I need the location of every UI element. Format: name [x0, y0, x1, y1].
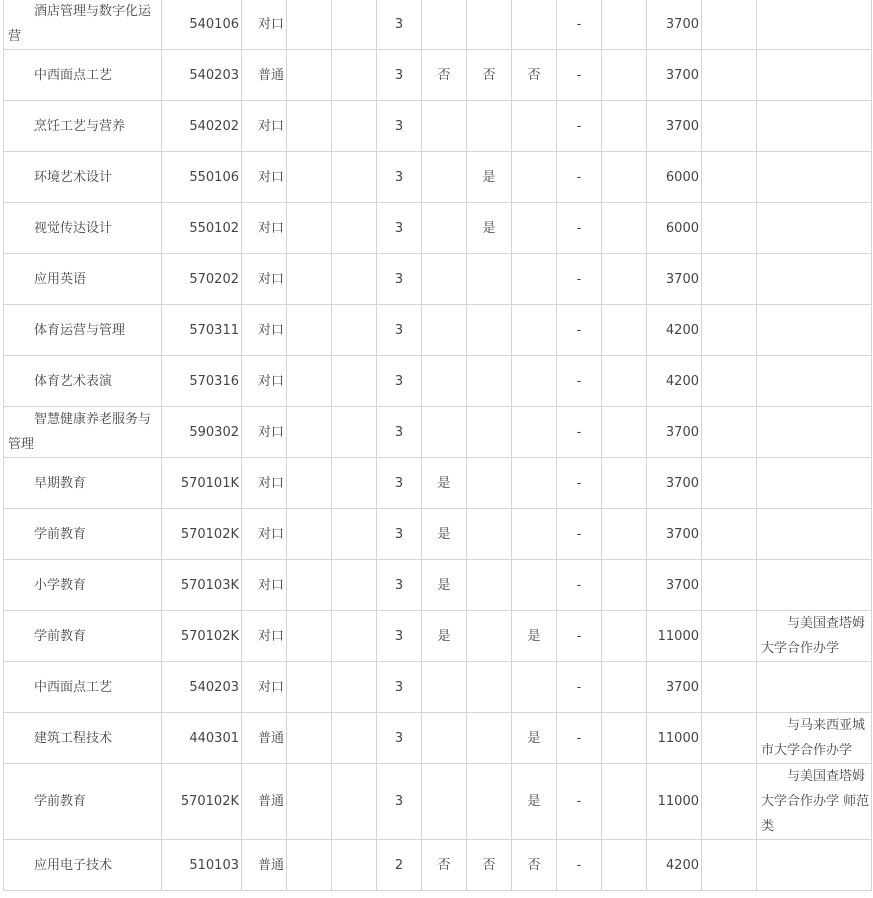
major-code-cell: 570102K: [162, 764, 242, 840]
table-row: [4, 840, 872, 891]
col8-cell: [467, 611, 512, 662]
remark-cell: 与马来西亚城市大学合作办学: [757, 713, 872, 764]
years-cell: 3: [377, 152, 422, 203]
enrollment-type-cell: 对口: [242, 662, 287, 713]
years-cell: 3: [377, 203, 422, 254]
major-code-cell: 540106: [162, 0, 242, 50]
col7-cell: [422, 662, 467, 713]
col4-cell: [287, 203, 332, 254]
tuition-cell: 3700: [647, 254, 702, 305]
col4-cell: [287, 713, 332, 764]
major-name-cell: 中西面点工艺: [4, 50, 162, 101]
col8-cell: [467, 560, 512, 611]
years-cell: 3: [377, 0, 422, 50]
col7-cell: [422, 356, 467, 407]
dash-cell: -: [557, 305, 602, 356]
table-row: [4, 458, 872, 509]
col9-cell: 否: [512, 50, 557, 101]
col5-cell: [332, 458, 377, 509]
major-code-cell: 550102: [162, 203, 242, 254]
remark-cell: [757, 458, 872, 509]
col11-cell: [602, 0, 647, 50]
col4-cell: [287, 840, 332, 891]
table-row: [4, 407, 872, 458]
col11-cell: [602, 50, 647, 101]
col8-cell: 是: [467, 203, 512, 254]
dash-cell: -: [557, 407, 602, 458]
col13-cell: [702, 356, 757, 407]
col13-cell: [702, 0, 757, 50]
enrollment-type-cell: 对口: [242, 611, 287, 662]
dash-cell: -: [557, 203, 602, 254]
major-code-cell: 590302: [162, 407, 242, 458]
tuition-cell: 6000: [647, 152, 702, 203]
major-code-cell: 540203: [162, 662, 242, 713]
major-name-cell: 学前教育: [4, 764, 162, 840]
years-cell: 3: [377, 458, 422, 509]
col13-cell: [702, 305, 757, 356]
col5-cell: [332, 0, 377, 50]
col5-cell: [332, 50, 377, 101]
major-name-cell: 体育艺术表演: [4, 356, 162, 407]
col7-cell: [422, 0, 467, 50]
col4-cell: [287, 764, 332, 840]
tuition-cell: 3700: [647, 0, 702, 50]
col9-cell: 是: [512, 713, 557, 764]
col4-cell: [287, 50, 332, 101]
table-row: [4, 509, 872, 560]
dash-cell: -: [557, 254, 602, 305]
remark-cell: [757, 0, 872, 50]
col9-cell: 是: [512, 611, 557, 662]
dash-cell: -: [557, 101, 602, 152]
col13-cell: [702, 560, 757, 611]
remark-cell: 与美国查塔姆大学合作办学 师范类: [757, 764, 872, 840]
col5-cell: [332, 254, 377, 305]
major-name-cell: 应用电子技术: [4, 840, 162, 891]
enrollment-type-cell: 对口: [242, 305, 287, 356]
major-name-cell: 体育运营与管理: [4, 305, 162, 356]
tuition-cell: 3700: [647, 560, 702, 611]
dash-cell: -: [557, 152, 602, 203]
col7-cell: 否: [422, 840, 467, 891]
program-table-body: [4, 0, 872, 891]
tuition-cell: 3700: [647, 662, 702, 713]
col13-cell: [702, 662, 757, 713]
col4-cell: [287, 152, 332, 203]
col13-cell: [702, 101, 757, 152]
major-code-cell: 570102K: [162, 509, 242, 560]
major-code-cell: 570101K: [162, 458, 242, 509]
col8-cell: [467, 509, 512, 560]
col9-cell: [512, 560, 557, 611]
enrollment-type-cell: 对口: [242, 152, 287, 203]
col5-cell: [332, 611, 377, 662]
dash-cell: -: [557, 458, 602, 509]
years-cell: 3: [377, 305, 422, 356]
col13-cell: [702, 407, 757, 458]
enrollment-type-cell: 对口: [242, 203, 287, 254]
major-code-cell: 570311: [162, 305, 242, 356]
enrollment-type-cell: 普通: [242, 50, 287, 101]
col9-cell: [512, 407, 557, 458]
col11-cell: [602, 407, 647, 458]
remark-cell: [757, 840, 872, 891]
dash-cell: -: [557, 840, 602, 891]
col4-cell: [287, 0, 332, 50]
tuition-cell: 3700: [647, 509, 702, 560]
remark-cell: 与美国查塔姆大学合作办学: [757, 611, 872, 662]
col11-cell: [602, 840, 647, 891]
col7-cell: 否: [422, 50, 467, 101]
col9-cell: [512, 152, 557, 203]
col11-cell: [602, 305, 647, 356]
col4-cell: [287, 305, 332, 356]
tuition-cell: 11000: [647, 713, 702, 764]
major-name-cell: 环境艺术设计: [4, 152, 162, 203]
col9-cell: [512, 0, 557, 50]
col5-cell: [332, 840, 377, 891]
enrollment-type-cell: 对口: [242, 0, 287, 50]
col9-cell: [512, 509, 557, 560]
major-code-cell: 570103K: [162, 560, 242, 611]
dash-cell: -: [557, 509, 602, 560]
enrollment-type-cell: 普通: [242, 764, 287, 840]
table-row: [4, 560, 872, 611]
col9-cell: [512, 101, 557, 152]
years-cell: 2: [377, 840, 422, 891]
enrollment-type-cell: 对口: [242, 560, 287, 611]
col9-cell: [512, 203, 557, 254]
table-row: [4, 152, 872, 203]
major-name-cell: 早期教育: [4, 458, 162, 509]
col13-cell: [702, 509, 757, 560]
remark-cell: [757, 50, 872, 101]
col13-cell: [702, 713, 757, 764]
program-table: [3, 0, 872, 891]
col5-cell: [332, 713, 377, 764]
col7-cell: [422, 152, 467, 203]
col7-cell: [422, 203, 467, 254]
tuition-cell: 3700: [647, 50, 702, 101]
col7-cell: [422, 407, 467, 458]
col4-cell: [287, 560, 332, 611]
col9-cell: [512, 458, 557, 509]
table-row: [4, 611, 872, 662]
col8-cell: [467, 0, 512, 50]
col13-cell: [702, 611, 757, 662]
years-cell: 3: [377, 713, 422, 764]
table-row: [4, 203, 872, 254]
table-row: [4, 662, 872, 713]
col4-cell: [287, 458, 332, 509]
col8-cell: 否: [467, 50, 512, 101]
years-cell: 3: [377, 662, 422, 713]
dash-cell: -: [557, 611, 602, 662]
tuition-cell: 11000: [647, 764, 702, 840]
enrollment-type-cell: 对口: [242, 407, 287, 458]
col4-cell: [287, 254, 332, 305]
col8-cell: [467, 713, 512, 764]
col4-cell: [287, 509, 332, 560]
col5-cell: [332, 203, 377, 254]
col7-cell: 是: [422, 509, 467, 560]
col11-cell: [602, 662, 647, 713]
col13-cell: [702, 203, 757, 254]
major-code-cell: 440301: [162, 713, 242, 764]
col9-cell: [512, 254, 557, 305]
years-cell: 3: [377, 101, 422, 152]
col11-cell: [602, 509, 647, 560]
major-name-cell: 视觉传达设计: [4, 203, 162, 254]
remark-cell: [757, 305, 872, 356]
col5-cell: [332, 356, 377, 407]
enrollment-type-cell: 对口: [242, 254, 287, 305]
table-row: [4, 764, 872, 840]
major-code-cell: 550106: [162, 152, 242, 203]
tuition-cell: 6000: [647, 203, 702, 254]
remark-cell: [757, 560, 872, 611]
major-code-cell: 570316: [162, 356, 242, 407]
col11-cell: [602, 764, 647, 840]
col5-cell: [332, 764, 377, 840]
years-cell: 3: [377, 560, 422, 611]
tuition-cell: 11000: [647, 611, 702, 662]
col4-cell: [287, 101, 332, 152]
major-name-cell: 应用英语: [4, 254, 162, 305]
col8-cell: [467, 764, 512, 840]
col4-cell: [287, 611, 332, 662]
col11-cell: [602, 101, 647, 152]
dash-cell: -: [557, 0, 602, 50]
dash-cell: -: [557, 356, 602, 407]
tuition-cell: 4200: [647, 356, 702, 407]
enrollment-type-cell: 对口: [242, 101, 287, 152]
col5-cell: [332, 152, 377, 203]
col5-cell: [332, 407, 377, 458]
years-cell: 3: [377, 407, 422, 458]
remark-cell: [757, 254, 872, 305]
enrollment-type-cell: 对口: [242, 509, 287, 560]
major-code-cell: 540202: [162, 101, 242, 152]
col8-cell: 是: [467, 152, 512, 203]
table-row: [4, 50, 872, 101]
col4-cell: [287, 356, 332, 407]
enrollment-type-cell: 普通: [242, 840, 287, 891]
dash-cell: -: [557, 50, 602, 101]
col5-cell: [332, 305, 377, 356]
years-cell: 3: [377, 764, 422, 840]
major-name-cell: 建筑工程技术: [4, 713, 162, 764]
col11-cell: [602, 611, 647, 662]
remark-cell: [757, 101, 872, 152]
major-name-cell: 中西面点工艺: [4, 662, 162, 713]
major-name-cell: 智慧健康养老服务与管理: [4, 407, 162, 458]
major-name-cell: 学前教育: [4, 509, 162, 560]
col7-cell: [422, 713, 467, 764]
years-cell: 3: [377, 50, 422, 101]
col7-cell: 是: [422, 458, 467, 509]
major-code-cell: 570202: [162, 254, 242, 305]
col11-cell: [602, 713, 647, 764]
col13-cell: [702, 152, 757, 203]
col8-cell: [467, 305, 512, 356]
major-code-cell: 540203: [162, 50, 242, 101]
major-code-cell: 510103: [162, 840, 242, 891]
col8-cell: 否: [467, 840, 512, 891]
major-name-cell: 小学教育: [4, 560, 162, 611]
col8-cell: [467, 662, 512, 713]
col8-cell: [467, 356, 512, 407]
tuition-cell: 4200: [647, 305, 702, 356]
col8-cell: [467, 407, 512, 458]
col9-cell: [512, 305, 557, 356]
years-cell: 3: [377, 254, 422, 305]
col9-cell: [512, 662, 557, 713]
col11-cell: [602, 254, 647, 305]
col5-cell: [332, 662, 377, 713]
col11-cell: [602, 560, 647, 611]
enrollment-type-cell: 普通: [242, 713, 287, 764]
col4-cell: [287, 407, 332, 458]
tuition-cell: 3700: [647, 458, 702, 509]
major-name-cell: 酒店管理与数字化运营: [4, 0, 162, 50]
col13-cell: [702, 764, 757, 840]
col5-cell: [332, 509, 377, 560]
col13-cell: [702, 50, 757, 101]
col13-cell: [702, 840, 757, 891]
col7-cell: [422, 254, 467, 305]
major-name-cell: 烹饪工艺与营养: [4, 101, 162, 152]
col11-cell: [602, 203, 647, 254]
remark-cell: [757, 356, 872, 407]
remark-cell: [757, 662, 872, 713]
years-cell: 3: [377, 509, 422, 560]
tuition-cell: 3700: [647, 407, 702, 458]
remark-cell: [757, 509, 872, 560]
dash-cell: -: [557, 713, 602, 764]
col8-cell: [467, 458, 512, 509]
col7-cell: [422, 305, 467, 356]
major-name-cell: 学前教育: [4, 611, 162, 662]
col7-cell: [422, 101, 467, 152]
col5-cell: [332, 560, 377, 611]
col5-cell: [332, 101, 377, 152]
col7-cell: 是: [422, 611, 467, 662]
col8-cell: [467, 254, 512, 305]
table-row: [4, 356, 872, 407]
remark-cell: [757, 203, 872, 254]
remark-cell: [757, 407, 872, 458]
dash-cell: -: [557, 764, 602, 840]
col8-cell: [467, 101, 512, 152]
col13-cell: [702, 458, 757, 509]
col7-cell: [422, 764, 467, 840]
remark-cell: [757, 152, 872, 203]
col11-cell: [602, 458, 647, 509]
enrollment-type-cell: 对口: [242, 356, 287, 407]
table-row: [4, 305, 872, 356]
col13-cell: [702, 254, 757, 305]
years-cell: 3: [377, 356, 422, 407]
col9-cell: 否: [512, 840, 557, 891]
tuition-cell: 4200: [647, 840, 702, 891]
col11-cell: [602, 152, 647, 203]
tuition-cell: 3700: [647, 101, 702, 152]
col11-cell: [602, 356, 647, 407]
col4-cell: [287, 662, 332, 713]
table-row: [4, 254, 872, 305]
col9-cell: [512, 356, 557, 407]
table-row: [4, 713, 872, 764]
col7-cell: 是: [422, 560, 467, 611]
table-row: [4, 0, 872, 50]
enrollment-type-cell: 对口: [242, 458, 287, 509]
dash-cell: -: [557, 662, 602, 713]
years-cell: 3: [377, 611, 422, 662]
table-row: [4, 101, 872, 152]
dash-cell: -: [557, 560, 602, 611]
col9-cell: 是: [512, 764, 557, 840]
major-code-cell: 570102K: [162, 611, 242, 662]
